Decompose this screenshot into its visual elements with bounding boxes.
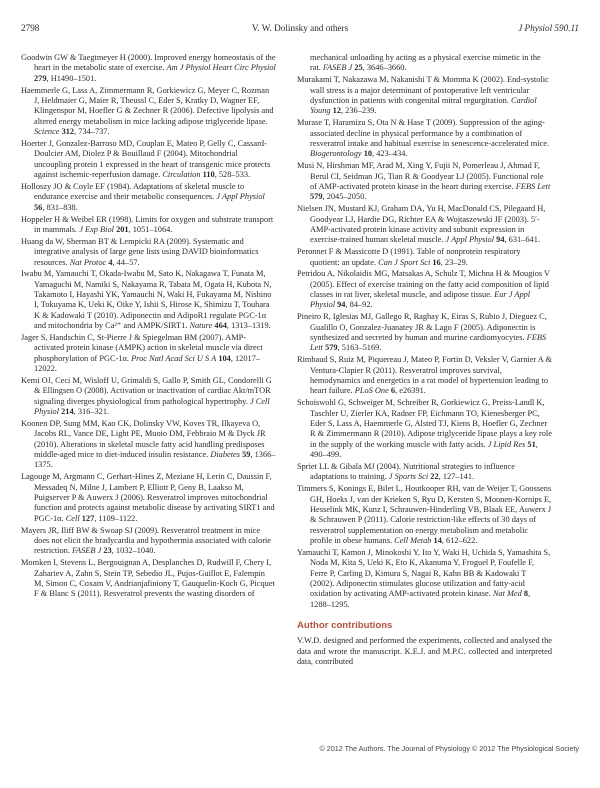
reference-pages: , 1109–1122. [94,513,138,523]
reference-journal: J Appl Physiol [216,192,265,202]
reference-journal: PLoS One [354,386,389,396]
reference-volume: 214 [61,407,74,417]
reference-text: Murase T, Haramizu S, Ota N & Hase T (2009). Suppression of the aging-associated decline in physical performance by a combination of resveratrol intake and habitual exercise in senescence-accelerated mice. [297,118,550,148]
reference-pages: , 23–29. [440,257,468,267]
reference-volume: 201 [116,224,129,234]
reference-entry [297,312,552,353]
reference-volume: 579 [310,192,323,202]
reference-entry [297,118,552,159]
reference-volume: 56 [34,202,43,212]
reference-text: Mayers JR, Iliff BW & Swoap SJ (2009). Resveratrol treatment in mice does not elicit the bradycardia and hypothermia associated with calorie restriction. [21,525,272,556]
reference-entry [21,215,276,236]
running-header [21,23,579,39]
reference-pages: , 5163–5169. [337,343,382,353]
reference-pages: , 1032–1040. [111,546,156,556]
reference-pages: , 734–737. [74,127,110,136]
reference-pages: , 1051–1064. [128,224,173,234]
reference-volume: 25 [354,63,363,73]
reference-pages: , 1313–1319. [226,321,271,331]
reference-entry [297,398,552,460]
reference-journal: J Appl Physiol [445,235,495,245]
author-contributions-heading: Author contributions [297,620,393,631]
reference-entry [21,419,276,471]
reference-entry [21,526,276,557]
reference-journal: Eur J Appl Physiol [310,290,531,310]
reference-volume: 6 [390,386,396,396]
reference-volume: 10 [363,149,373,159]
reference-volume: 4 [108,257,113,267]
reference-text: Holloszy JO & Coyle EF (1984). Adaptations of skeletal muscle to endurance exercise and their metabolic consequences. [21,181,245,202]
reference-volume: 312 [61,127,75,136]
references-right-list [297,53,552,610]
reference-entry [21,182,276,213]
reference-text: Spriet LL & Gibala MJ (2004). Nutritional strategies to influence adaptations to training. [297,462,515,482]
reference-volume: 59 [242,450,251,460]
reference-pages: , 423–434. [372,149,408,159]
reference-pages: , 316–321. [73,407,110,417]
references-right-column [297,53,552,667]
reference-journal: Biogerontology [310,149,362,159]
reference-volume: 279 [34,73,47,83]
reference-text: Timmers S, Konings E, Bilet L, Houtkooper RH, van de Weijer T, Goossens GH, Hoeks J, van der Krieken S, Ryu D, Kersten S, Moonen-Kornips E, Hesselink MK, Kunz I, Schrauwen-Hinderling VB, Blaak EE, Auwerx J & Schrauwen P (2011). Calorie restriction-like effects of 30 days of resveratrol supplementation on energy metabolism and metabolic profile in obese humans. [297,484,552,545]
reference-entry [297,75,552,116]
reference-pages: , 44–57. [112,257,140,267]
reference-pages: , 2045–2050. [322,192,367,202]
reference-volume: 127 [81,513,95,523]
reference-text: Kemi OJ, Ceci M, Wisloff U, Grimaldi S, Gallo P, Smith GL, Condorelli G & Ellingsen O (2008). Activation or inactivation of cardiac Akt/mTOR signaling diverges physiological from pathological hypertrophy. [21,376,272,406]
reference-text: Iwabu M, Yamauchi T, Okada-Iwabu M, Sato K, Nakagawa T, Funata M, Yamaguchi M, Namiki S, Nakayama R, Tabata M, Ogata H, Kubota N, Takamoto I, Hayashi YK, Yamauchi N, Waki H, Fukayama M, Nishino I, Tokuyama K, Ueki K, Oike Y, Ishii S, Hirose K, Shimizu T, Touhara K & Kadowaki T (2010). Adiponectin and AdipoR1 regulate PGC-1α and mitochondria by Ca²⁺ and AMPK/SIRT1. [21,269,272,331]
reference-journal: Nat Protoc [69,257,107,267]
reference-text: Hoppeler H & Weibel ER (1998). Limits for oxygen and substrate transport in mammals. [21,214,274,234]
reference-entry [297,161,552,202]
reference-journal: Science [34,127,60,136]
copyright-footer: © 2012 The Authors. The Journal of Physiology © 2012 The Physiological Society [319,744,579,753]
reference-entry [297,355,552,396]
reference-text: mechanical unloading by acting as a physical exercise mimetic in the rat. [310,53,541,73]
reference-entry [21,139,276,180]
reference-journal: Circulation [162,169,201,179]
reference-pages: , 236–239. [341,106,377,116]
references-left-column [21,53,276,601]
reference-volume: 8 [523,589,529,599]
journal-citation: J Physiol 590.11 [518,23,579,33]
reference-entry [297,484,552,546]
reference-text: Momken I, Stevens L, Bergouignan A, Desplanches D, Rudwill F, Chery I, Zahariev A, Zahn S, Stein TP, Sebedio JL, Pujos-Guillot E, Falempin M, Simon C, Coxam V, Andrianjafiniony T, Gauquelin-Koch G, Picquet F & Blanc S (2011). Resveratrol prevents the wasting disorders of [21,558,275,599]
reference-volume: 94 [496,235,505,245]
reference-pages: , 3646–3660. [362,63,407,73]
reference-journal: FEBS Lett [515,181,551,191]
reference-text: Hoerter J, Gonzalez-Barroso MD, Couplan E, Mateo P, Gelly C, Cassard-Doulcier AM, Diolez P & Bouillaud F (2004). Mitochondrial uncoupling protein 1 expressed in the heart of transgenic mice protects against ischemic-reperfusion damage. [21,138,271,179]
reference-entry [21,86,276,138]
reference-journal: J Sports Sci [388,472,429,482]
reference-volume: 23 [103,546,112,556]
reference-entry [21,53,276,84]
reference-journal: Cell Metab [394,536,432,545]
reference-pages: , 631–641. [504,235,540,245]
reference-text: Rimbaud S, Ruiz M, Piquereau J, Mateo P, Fortin D, Veksler V, Garnier A & Ventura-Clapier R (2011). Resveratrol improves survival, hemodynamics and energetics in a rat model of hypertension leading to heart failure. [297,355,552,396]
reference-pages: , 528–533. [214,169,251,179]
reference-text: Koonen DP, Sung MM, Kao CK, Dolinsky VW, Koves TR, Ilkayeva O, Jacobs RL, Vance DE, Light PE, Muoio DM, Febbraio M & Dyck JR (2010). Alterations in skeletal muscle fatty acid handling predisposes middle-aged mice to diet-induced insulin resistance. [21,419,266,460]
reference-entry [21,472,276,524]
reference-text: Goodwin GW & Taegtmeyer H (2000). Improved energy homeostasis of the heart in the metabolic state of exercise. [21,53,276,73]
reference-text: Murakami T, Nakazawa M, Nakanishi T & Momma K (2002). End-systolic wall stress is a major determinant of postoperative left ventricular dysfunction in patients with congenital mitral regurgitation. [297,75,549,105]
reference-pages: , 127–141. [438,472,475,482]
reference-entry [297,462,552,483]
reference-text: Pineiro R, Iglesias MJ, Gallego R, Raghay K, Eiras S, Rubio J, Dieguez C, Gualillo O, Gonzalez-Juanatey JR & Lago F (2005). Adiponectin is synthesized and secreted by human and murine cardiomyocytes. [297,312,547,343]
reference-journal: Cardiol Young [310,95,537,116]
reference-text: Jager S, Handschin C, St-Pierre J & Spiegelman BM (2007). AMP-activated protein kinase (AMPK) action in skeletal muscle via direct phosphorylation of PGC-1α. [21,333,263,363]
running-authors: V. W. Dolinsky and others [251,23,349,33]
reference-journal: Diabetes [210,450,240,460]
reference-volume: 94 [337,300,346,310]
reference-entry [297,204,552,245]
reference-volume: 14 [433,536,442,545]
reference-text: Huang da W, Sherman BT & Lempicki RA (2009). Systematic and integrative analysis of large gene lists using DAVID bioinformatics resources. [21,236,259,267]
reference-volume: 51 [527,439,536,449]
reference-journal: Proc Natl Acad Sci U S A [131,353,217,363]
reference-journal: Cell [65,513,80,523]
reference-entry [21,269,276,331]
reference-entry [297,548,552,610]
reference-entry [297,247,552,268]
reference-volume: 12 [332,106,341,116]
reference-pages: , 490–499. [310,439,538,460]
reference-pages: , 612–622. [441,536,478,545]
reference-pages: , H1490–1501. [46,73,97,83]
reference-volume: 110 [202,169,215,179]
reference-pages: , e26391. [395,386,426,396]
reference-journal: Nat Med [492,589,522,599]
reference-journal: FEBS Lett [310,333,547,353]
reference-journal: J Exp Biol [79,224,114,234]
reference-journal: J Lipid Res [487,439,526,449]
reference-entry [21,558,276,599]
reference-pages: , 84–92. [345,300,373,310]
reference-text: Schoiswohl G, Schweiger M, Schreiber R, Gorkiewicz G, Preiss-Landl K, Taschler U, Zierler KA, Radner FP, Eichmann TO, Kienesberger PC, Eder S, Lass A, Haemmerle G, Alsted TJ, Kiens B, Hoefler G, Zechner R & Zimmermann R (2010). Adipose triglyceride lipase plays a key role in the supply of the working muscle with fatty acids. [297,398,552,449]
reference-volume: 464 [214,321,227,331]
page-number: 2798 [21,23,40,33]
reference-text: Haemmerle G, Lass A, Zimmermann R, Gorkiewicz G, Meyer C, Rozman J, Heldmaier G, Maier R, Theussl C, Eder S, Kratky D, Wagner EF, Klingenspor M, Hoefler G & Zechner R (2006). Defective lipolysis and altered energy metabolism in mice lacking adipose triglyceride lipase. [21,85,274,126]
reference-pages: , 12017–12022. [34,353,261,374]
reference-text: Yamauchi T, Kamon J, Minokoshi Y, Ito Y, Waki H, Uchida S, Yamashita S, Noda M, Kita S, Ueki K, Eto K, Akanuma Y, Froguel P, Foufelle F, Ferre P, Carling D, Kimura S, Nagai R, Kahn BB & Kadowaki T (2002). Adiponectin stimulates glucose utilization and fatty-acid oxidation by activating AMP-activated protein kinase. [297,547,551,599]
reference-pages: , 1288–1295. [310,589,531,609]
reference-text: Petridou A, Nikolaidis MG, Matsakas A, Schulz T, Michna H & Mougios V (2005). Effect of exercise training on the fatty acid composition of lipid classes in rat liver, skeletal muscle, and adipose tissue. [297,269,550,300]
reference-journal: Am J Physiol Heart Circ Physiol [166,63,276,73]
reference-volume: 16 [432,257,441,267]
reference-entry [297,269,552,310]
reference-journal: J Cell Physiol [34,396,270,417]
reference-volume: 579 [325,343,338,353]
reference-text: Musi N, Hirshman MF, Arad M, Xing Y, Fujii N, Pomerleau J, Ahmad F, Berul CI, Seidman JG, Tian R & Goodyear LJ (2005). Functional role of AMP-activated protein kinase in the heart during exercise. [297,161,544,191]
reference-journal: Can J Sport Sci [378,257,431,267]
reference-text: Peronnet F & Massicotte D (1991). Table of nonprotein respiratory quotient: an update. [297,247,521,267]
author-contributions-text: V.W.D. designed and performed the experiments, collected and analysed the data and wrote the manuscript. K.E.J. and M.P.C. collected and interpreted data, contributed [297,636,552,667]
reference-volume: 104 [218,353,231,363]
reference-journal: FASEB J [72,546,102,556]
reference-journal: Nature [189,321,213,331]
reference-text: Nielsen JN, Mustard KJ, Graham DA, Yu H, MacDonald CS, Pilegaard H, Goodyear LJ, Hardie DG, Richter EA & Wojtaszewski JF (2003). 5′-AMP-activated protein kinase activity and subunit expression in exercise-trained human skeletal muscle. [297,204,546,245]
reference-pages: , 831–838. [42,202,78,212]
reference-text: Lagouge M, Argmann C, Gerhart-Hines Z, Meziane H, Lerin C, Daussin F, Messadeq N, Milne J, Lambert P, Elliott P, Geny B, Laakso M, Puigserver P & Auwerx J (2006). Resveratrol improves mitochondrial function and protects against metabolic disease by activating SIRT1 and PGC-1α. [21,472,275,523]
reference-entry [21,237,276,268]
reference-journal: FASEB J [322,63,353,73]
reference-entry [297,53,552,74]
reference-volume: 22 [430,472,439,482]
reference-entry [21,333,276,374]
reference-entry [21,376,276,417]
reference-pages: , 1366–1375. [34,450,276,470]
